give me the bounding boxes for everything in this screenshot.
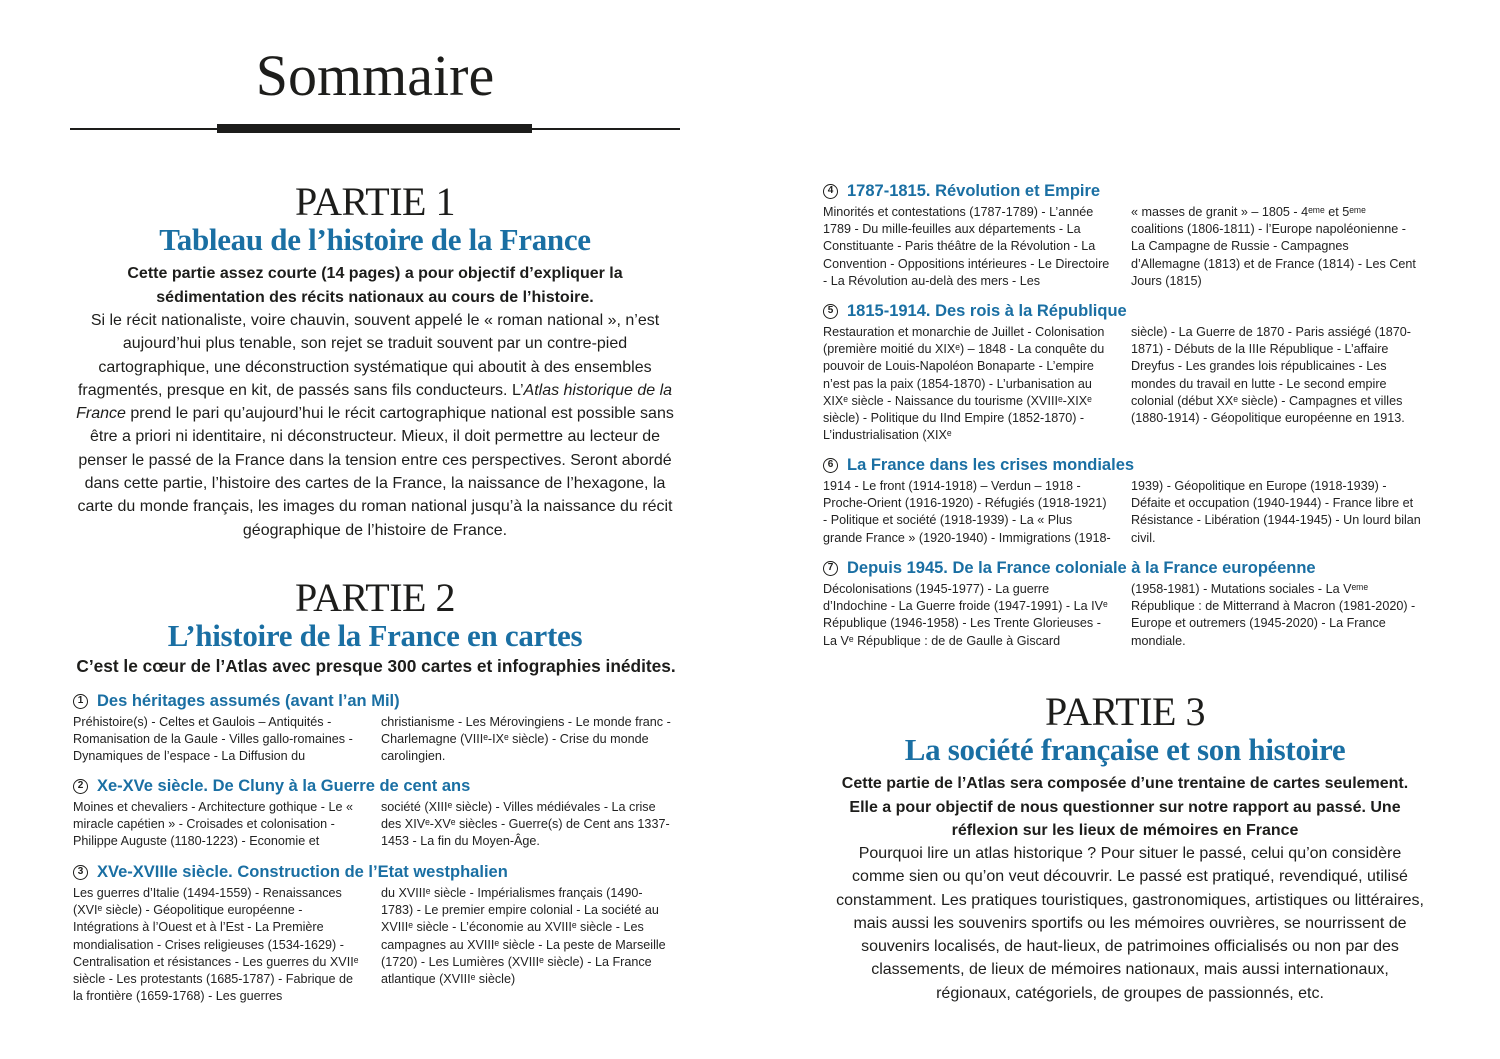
chapter-2 <box>73 776 671 851</box>
part2-heading <box>70 575 680 654</box>
chapter-text-col1: Moines et chevaliers - Architecture gothique - Le « miracle capétien » - Croisades et colonisation - Philippe Auguste (1180-1223) - Economie et <box>73 800 354 849</box>
chapter-text-col1: Minorités et contestations (1787-1789) - L’année 1789 - Du mille-feuilles aux départements - La Constituante - Paris théâtre de la Révolution - La Convention - Oppositions intérieures - Le Directoire - La Révolution au-delà des mers - Les <box>823 205 1110 288</box>
part1-subtitle: Tableau de l’histoire de la France <box>159 222 591 257</box>
part1-heading <box>70 179 680 258</box>
part1-body-text: Si le récit nationaliste, voire chauvin, souvent appelé le « roman national », n’est aujourd’hui plus tenable, son rejet se traduit souvent par un contre-pied cartographique, une déconstruction systématique qui aboutit à des ensembles fragmentés, presque en kit, de passés sans fils conducteurs. L’ <box>77 312 660 399</box>
number-2-icon: 2 <box>73 779 88 794</box>
part1-body-text-end: prend le pari qu’aujourd’hui le récit cartographique national est possible sans être a priori ni identitaire, ni déconstructeur. Mieux, il doit permettre au lecteur de penser le passé de la France dans la tension entre ces perspectives. Seront abordé dans cette partie, l’histoire des cartes de la France, la naissance de l’hexagone, la carte du monde français, les images du roman national jusqu’à la naissance du récit géographique de l’histoire de France. <box>77 405 674 539</box>
title-rule-accent <box>217 124 532 133</box>
chapter-3 <box>73 862 671 1005</box>
part1-body <box>70 309 680 542</box>
part1-number: PARTIE 1 <box>295 179 455 224</box>
number-7-icon: 7 <box>823 561 838 576</box>
part2-subtitle: L’histoire de la France en cartes <box>167 618 583 653</box>
part2-number: PARTIE 2 <box>295 575 455 620</box>
chapter-text-col1: 1914 - Le front (1914-1918) – Verdun – 1918 - Proche-Orient (1916-1920) - Réfugiés (1918-1921) - Politique et société (1918-1939) - La « Plus grande France » (1920-1940) - Immigrations (1918- <box>823 479 1111 545</box>
number-4-icon: 4 <box>823 184 838 199</box>
part1-book-title: Atlas historique de la France <box>76 381 673 423</box>
part3-lead: Cette partie de l’Atlas sera composée d’une trentaine de cartes seulement. Elle a pour objectif de nous questionner sur notre rapport au passé. Une réflexion sur les lieux de mémoires en France <box>841 775 1409 839</box>
part1-lead: Cette partie assez courte (14 pages) a pour objectif d’expliquer la sédimentation des récits nationaux au cours de l’histoire. <box>127 265 623 306</box>
chapter-1 <box>73 691 671 766</box>
page-title: Sommaire <box>255 43 495 108</box>
chapter-text-col2: siècle) - La Guerre de 1870 - Paris assiégé (1870-1871) - Débuts de la IIIe République - L’affaire Dreyfus - Les grandes lois républicaines - Les mondes du travail en lutte - Le second empire colonial (début XXᵉ siècle) - Campagnes et villes (1880-1914) - Géopolitique européenne en 1913. <box>1131 325 1412 426</box>
chapter-title: 1815-1914. Des rois à la République <box>847 302 1127 320</box>
chapter-text-col2: (1958-1981) - Mutations sociales - La Vᵉᵐᵉ République : de Mitterrand à Macron (1981-2020) - Europe et outremers (1945-2020) - La France mondiale. <box>1131 582 1416 648</box>
chapter-text-col1: Les guerres d’Italie (1494-1559) - Renaissances (XVIᵉ siècle) - Géopolitique européenne - Intégrations à l’Ouest et à l’Est - La Première mondialisation - Crises religieuses (1534-1629) - Centralisation et résistances - Les guerres du XVIIᵉ siècle - Les protestants (1685-1787) - Fabrique de la frontière (1659-1768) - Les guerres <box>73 886 359 1004</box>
part2-lead: C’est le cœur de l’Atlas avec presque 300 cartes et infographies inédites. <box>76 656 676 676</box>
chapter-text-col1: Restauration et monarchie de Juillet - Colonisation (première moitié du XIXᵉ) – 1848 - La conquête du pouvoir de Louis-Napoléon Bonaparte - L’empire n’est pas la paix (1854-1870) - L’urbanisation au XIXᵉ siècle - Naissance du tourisme (XVIIIᵉ-XIXᵉ siècle) - Politique du IInd Empire (1852-1870) - L’industrialisation (XIXᵉ <box>823 325 1105 443</box>
chapter-title: Xe-XVe siècle. De Cluny à la Guerre de cent ans <box>97 777 471 795</box>
chapter-4 <box>823 181 1421 290</box>
part3-body: Pourquoi lire un atlas historique ? Pour situer le passé, celui qu’on considère comme sien ou qu’on veut découvrir. Le passé est pratiqué, revendiqué, utilisé constamment. Les pratiques touristiques, gastronomiques, artistiques ou littéraires, mais aussi les souvenirs sportifs ou les mémoires ouvrières, se nourrissent de souvenirs localisés, de haut-lieux, de patrimoines officialisés ou non par des classements, de lieux de mémoires nationaux, mais aussi internationaux, régionaux, catégoriels, de groupes de passionnés, etc. <box>836 845 1424 1002</box>
chapter-6 <box>823 455 1421 547</box>
chapter-title: La France dans les crises mondiales <box>847 456 1135 474</box>
chapter-text-col1: Décolonisations (1945-1977) - La guerre d’Indochine - La Guerre froide (1947-1991) - La IVᵉ République (1946-1958) - Les Trente Glorieuses - La Vᵉ République : de de Gaulle à Giscard <box>823 582 1108 648</box>
number-6-icon: 6 <box>823 458 838 473</box>
chapter-title: 1787-1815. Révolution et Empire <box>847 182 1101 200</box>
chapter-title: XVe-XVIIIe siècle. Construction de l’Etat westphalien <box>97 863 508 881</box>
chapter-text-col2: société (XIIIᵉ siècle) - Villes médiévales - La crise des XIVᵉ-XVᵉ siècles - Guerre(s) de Cent ans 1337-1453 - La fin du Moyen-Âge. <box>381 800 670 849</box>
chapter-text-col2: du XVIIIᵉ siècle - Impérialismes français (1490-1783) - Le premier empire colonial - La société au XVIIIᵉ siècle - L’économie au XVIIIᵉ siècle - Les campagnes au XVIIIᵉ siècle - La peste de Marseille (1720) - Les Lumières (XVIIIᵉ siècle) - La France atlantique (XVIIIᵉ siècle) <box>381 886 666 987</box>
part3-subtitle: La société française et son histoire <box>904 732 1346 767</box>
chapter-5 <box>823 301 1421 444</box>
part3-number: PARTIE 3 <box>1045 689 1205 734</box>
number-5-icon: 5 <box>823 304 838 319</box>
chapter-text-col1: Préhistoire(s) - Celtes et Gaulois – Antiquités - Romanisation de la Gaule - Villes gallo-romaines - Dynamiques de l’espace - La Diffusion du <box>73 715 353 764</box>
number-1-icon: 1 <box>73 694 88 709</box>
chapter-text-col2: « masses de granit » – 1805 - 4ᵉᵐᵉ et 5ᵉᵐᵉ coalitions (1806-1811) - l’Europe napoléonienne - La Campagne de Russie - Campagnes d’Allemagne (1813) et de France (1814) - Les Cent Jours (1815) <box>1131 205 1416 288</box>
chapter-text-col2: christianisme - Les Mérovingiens - Le monde franc - Charlemagne (VIIIᵉ-IXᵉ siècle) - Crise du monde carolingien. <box>381 715 671 764</box>
part3-heading <box>820 689 1430 768</box>
chapter-7 <box>823 558 1421 650</box>
chapter-title: Des héritages assumés (avant l’an Mil) <box>97 692 400 710</box>
chapter-text-col2: 1939) - Géopolitique en Europe (1918-1939) - Défaite et occupation (1940-1944) - France libre et Résistance - Libération (1944-1945) - Un lourd bilan civil. <box>1131 479 1421 545</box>
chapter-title: Depuis 1945. De la France coloniale à la France européenne <box>847 559 1316 577</box>
number-3-icon: 3 <box>73 865 88 880</box>
